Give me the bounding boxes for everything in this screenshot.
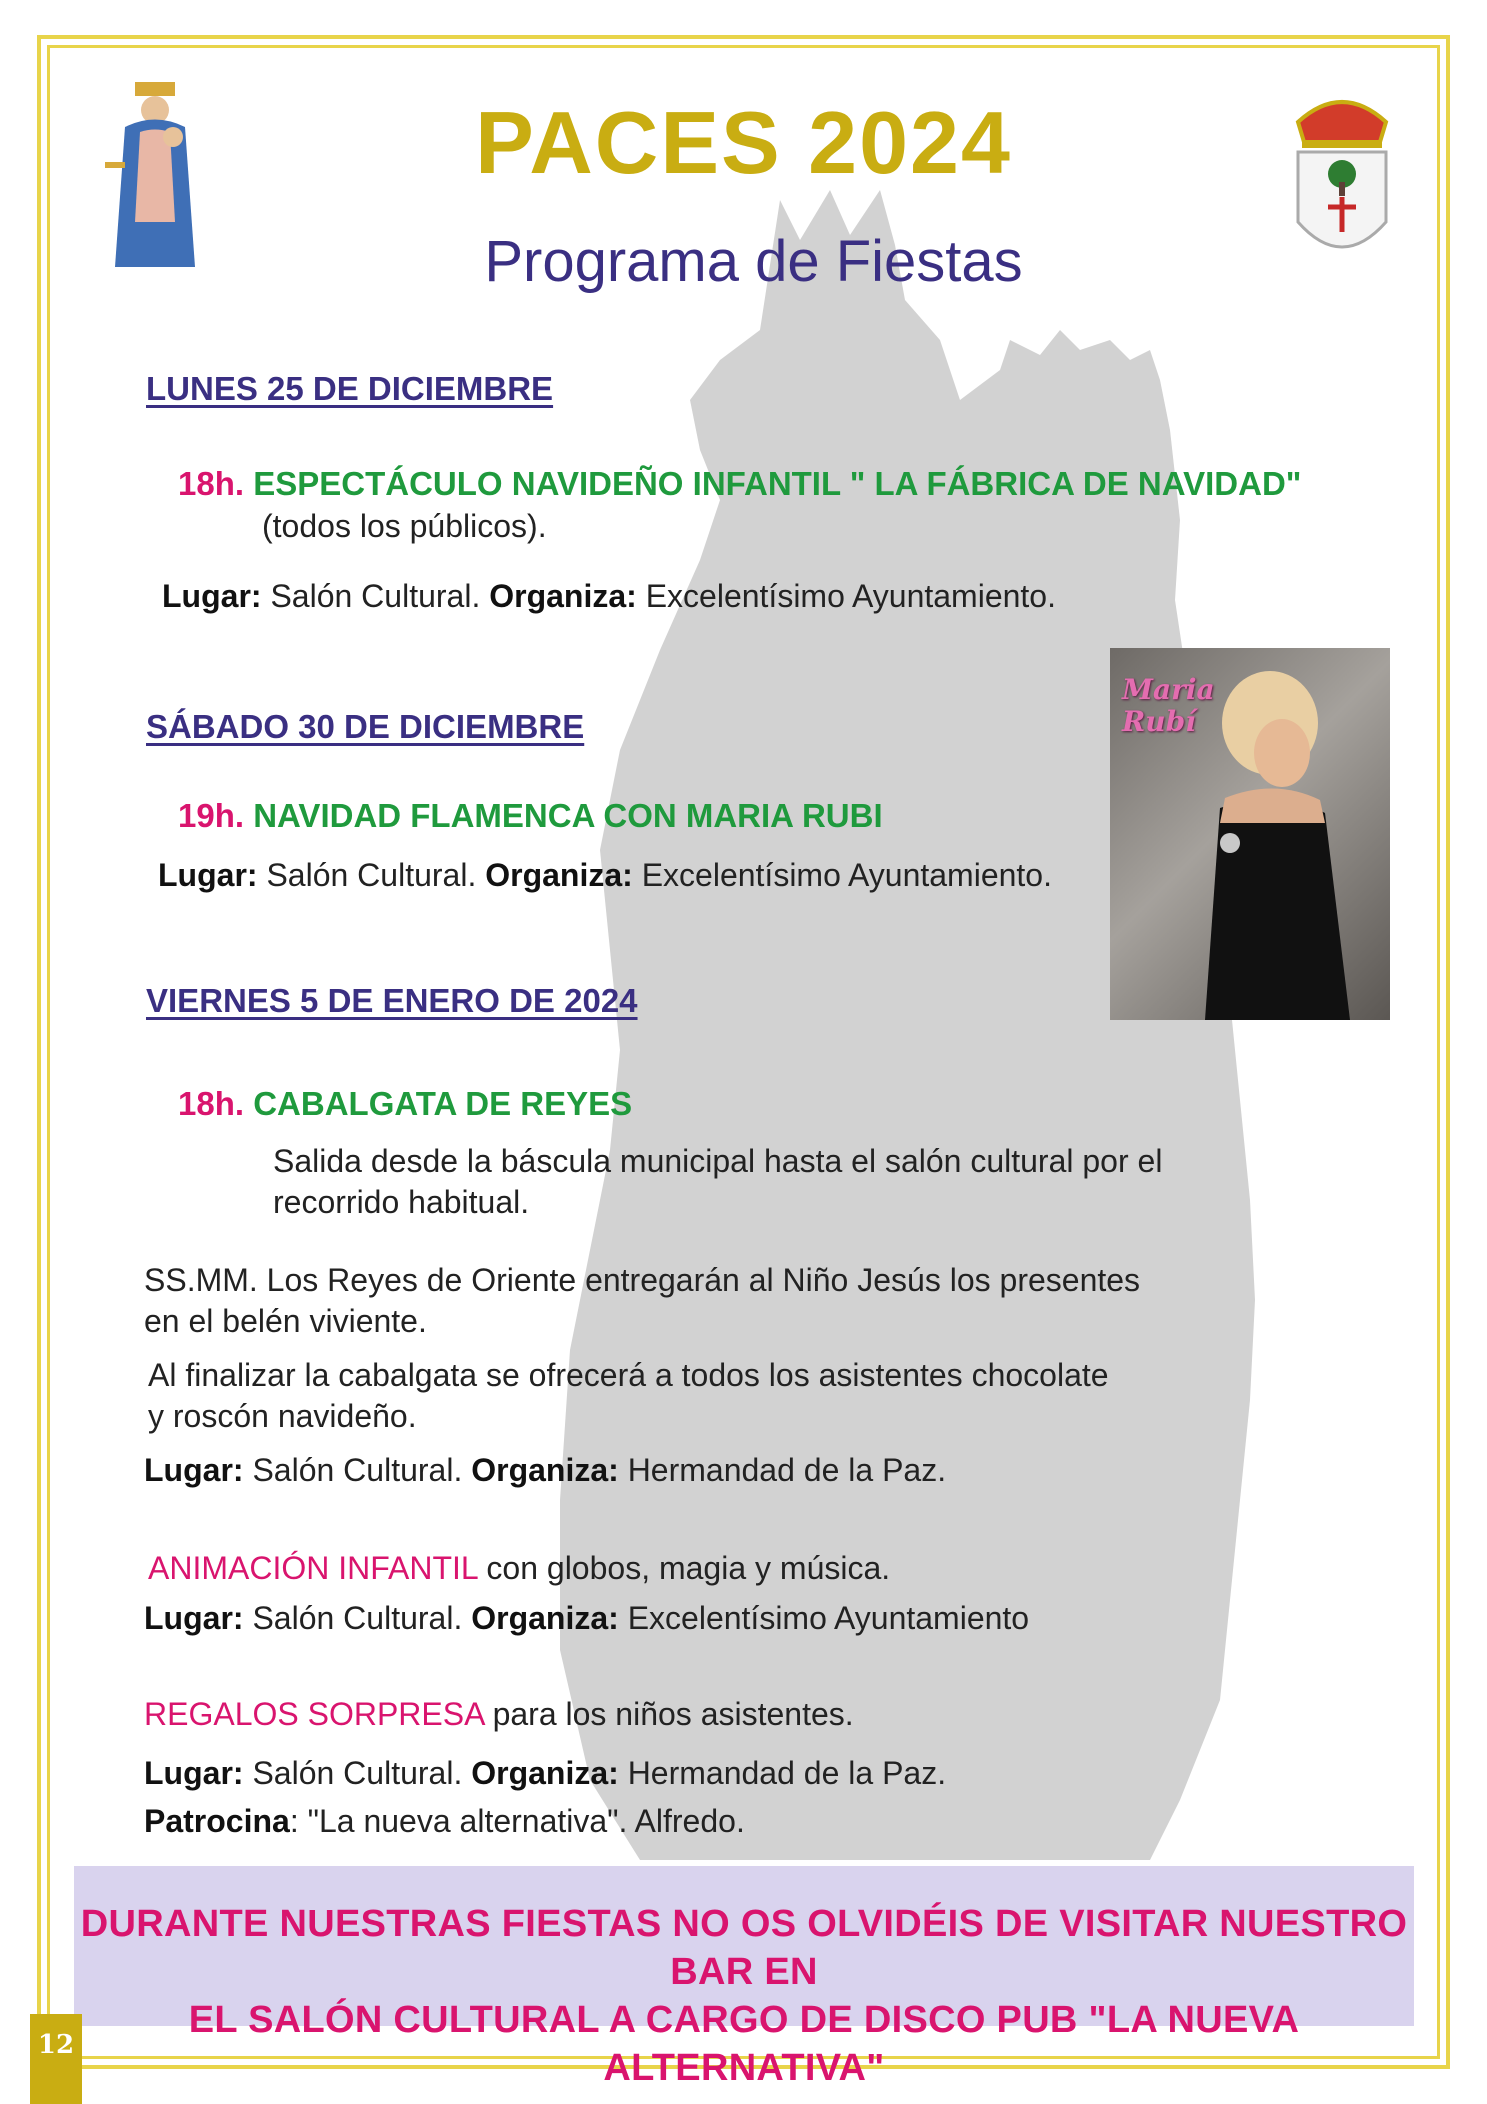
organiza-label: Organiza:: [489, 578, 637, 614]
paragraph-line: en el belén viviente.: [144, 1303, 427, 1339]
event-note: (todos los públicos).: [262, 508, 547, 544]
animacion-title: ANIMACIÓN INFANTIL: [148, 1550, 478, 1586]
event-title: ESPECTÁCULO NAVIDEÑO INFANTIL " LA FÁBRICA DE NAVIDAD": [253, 465, 1302, 502]
organiza-value: Hermandad de la Paz.: [627, 1452, 947, 1488]
event-time: 19h.: [178, 797, 245, 834]
description-line: Salida desde la báscula municipal hasta el salón cultural por el: [273, 1143, 1163, 1179]
day-heading-3: VIERNES 5 DE ENERO DE 2024: [146, 982, 638, 1019]
regalos-location-line: [144, 1753, 946, 1794]
lugar-label: Lugar:: [144, 1755, 244, 1791]
event-3: [178, 1085, 632, 1123]
maria-rubi-photo: [1110, 648, 1390, 1020]
bar-banner-text: [74, 1900, 1414, 2092]
event-time: 18h.: [178, 1085, 245, 1122]
page-number: 12: [30, 2014, 82, 2104]
regalos-text: para los niños asistentes.: [483, 1696, 854, 1732]
page-subtitle: Programa de Fiestas: [484, 229, 1023, 294]
lugar-value: Salón Cultural.: [252, 1755, 463, 1791]
lugar-value: Salón Cultural.: [252, 1452, 463, 1488]
event-1: [178, 465, 1301, 503]
organiza-value: Hermandad de la Paz.: [627, 1755, 947, 1791]
regalos-line: [144, 1694, 854, 1735]
paragraph-line: SS.MM. Los Reyes de Oriente entregarán al Niño Jesús los presentes: [144, 1262, 1141, 1298]
organiza-value: Excelentísimo Ayuntamiento.: [645, 578, 1056, 614]
lugar-value: Salón Cultural.: [266, 857, 477, 893]
organiza-label: Organiza:: [471, 1600, 619, 1636]
event-description: [273, 1141, 1162, 1223]
organiza-value: Excelentísimo Ayuntamiento.: [641, 857, 1052, 893]
day-heading-1: LUNES 25 DE DICIEMBRE: [146, 370, 554, 407]
lugar-label: Lugar:: [144, 1600, 244, 1636]
lugar-label: Lugar:: [144, 1452, 244, 1488]
photo-caption: Maria Rubí: [1122, 673, 1215, 738]
event-time: 18h.: [178, 465, 245, 502]
patrocina-label: Patrocina: [144, 1803, 290, 1839]
event-location-line: [144, 1450, 946, 1491]
reyes-paragraph: [144, 1260, 1140, 1342]
organiza-label: Organiza:: [471, 1755, 619, 1791]
day-heading-2: SÁBADO 30 DE DICIEMBRE: [146, 708, 585, 745]
animacion-line: [148, 1548, 890, 1589]
lugar-value: Salón Cultural.: [270, 578, 481, 614]
organiza-label: Organiza:: [471, 1452, 619, 1488]
lugar-label: Lugar:: [158, 857, 258, 893]
event-location-line: [162, 576, 1056, 617]
page-title: PACES 2024: [475, 93, 1012, 192]
lugar-value: Salón Cultural.: [252, 1600, 463, 1636]
paragraph-line: y roscón navideño.: [148, 1398, 417, 1434]
organiza-value: Excelentísimo Ayuntamiento: [627, 1600, 1030, 1636]
banner-line-2: EL SALÓN CULTURAL A CARGO DE DISCO PUB "LA NUEVA ALTERNATIVA": [188, 1999, 1300, 2089]
event-title: NAVIDAD FLAMENCA CON MARIA RUBI: [253, 797, 883, 834]
event-location-line: [158, 855, 1052, 896]
paragraph-line: Al finalizar la cabalgata se ofrecerá a todos los asistentes chocolate: [148, 1357, 1109, 1393]
event-title: CABALGATA DE REYES: [253, 1085, 633, 1122]
patrocina-value: : "La nueva alternativa". Alfredo.: [289, 1803, 745, 1839]
animacion-location-line: [144, 1598, 1029, 1639]
lugar-label: Lugar:: [162, 578, 262, 614]
regalos-title: REGALOS SORPRESA: [144, 1696, 484, 1732]
patrocina-line: [144, 1801, 745, 1842]
description-line: recorrido habitual.: [273, 1184, 530, 1220]
chocolate-paragraph: [148, 1355, 1109, 1437]
organiza-label: Organiza:: [485, 857, 633, 893]
event-2: [178, 797, 883, 835]
animacion-text: con globos, magia y música.: [477, 1550, 891, 1586]
banner-line-1: DURANTE NUESTRAS FIESTAS NO OS OLVIDÉIS DE VISITAR NUESTRO BAR EN: [80, 1903, 1408, 1993]
